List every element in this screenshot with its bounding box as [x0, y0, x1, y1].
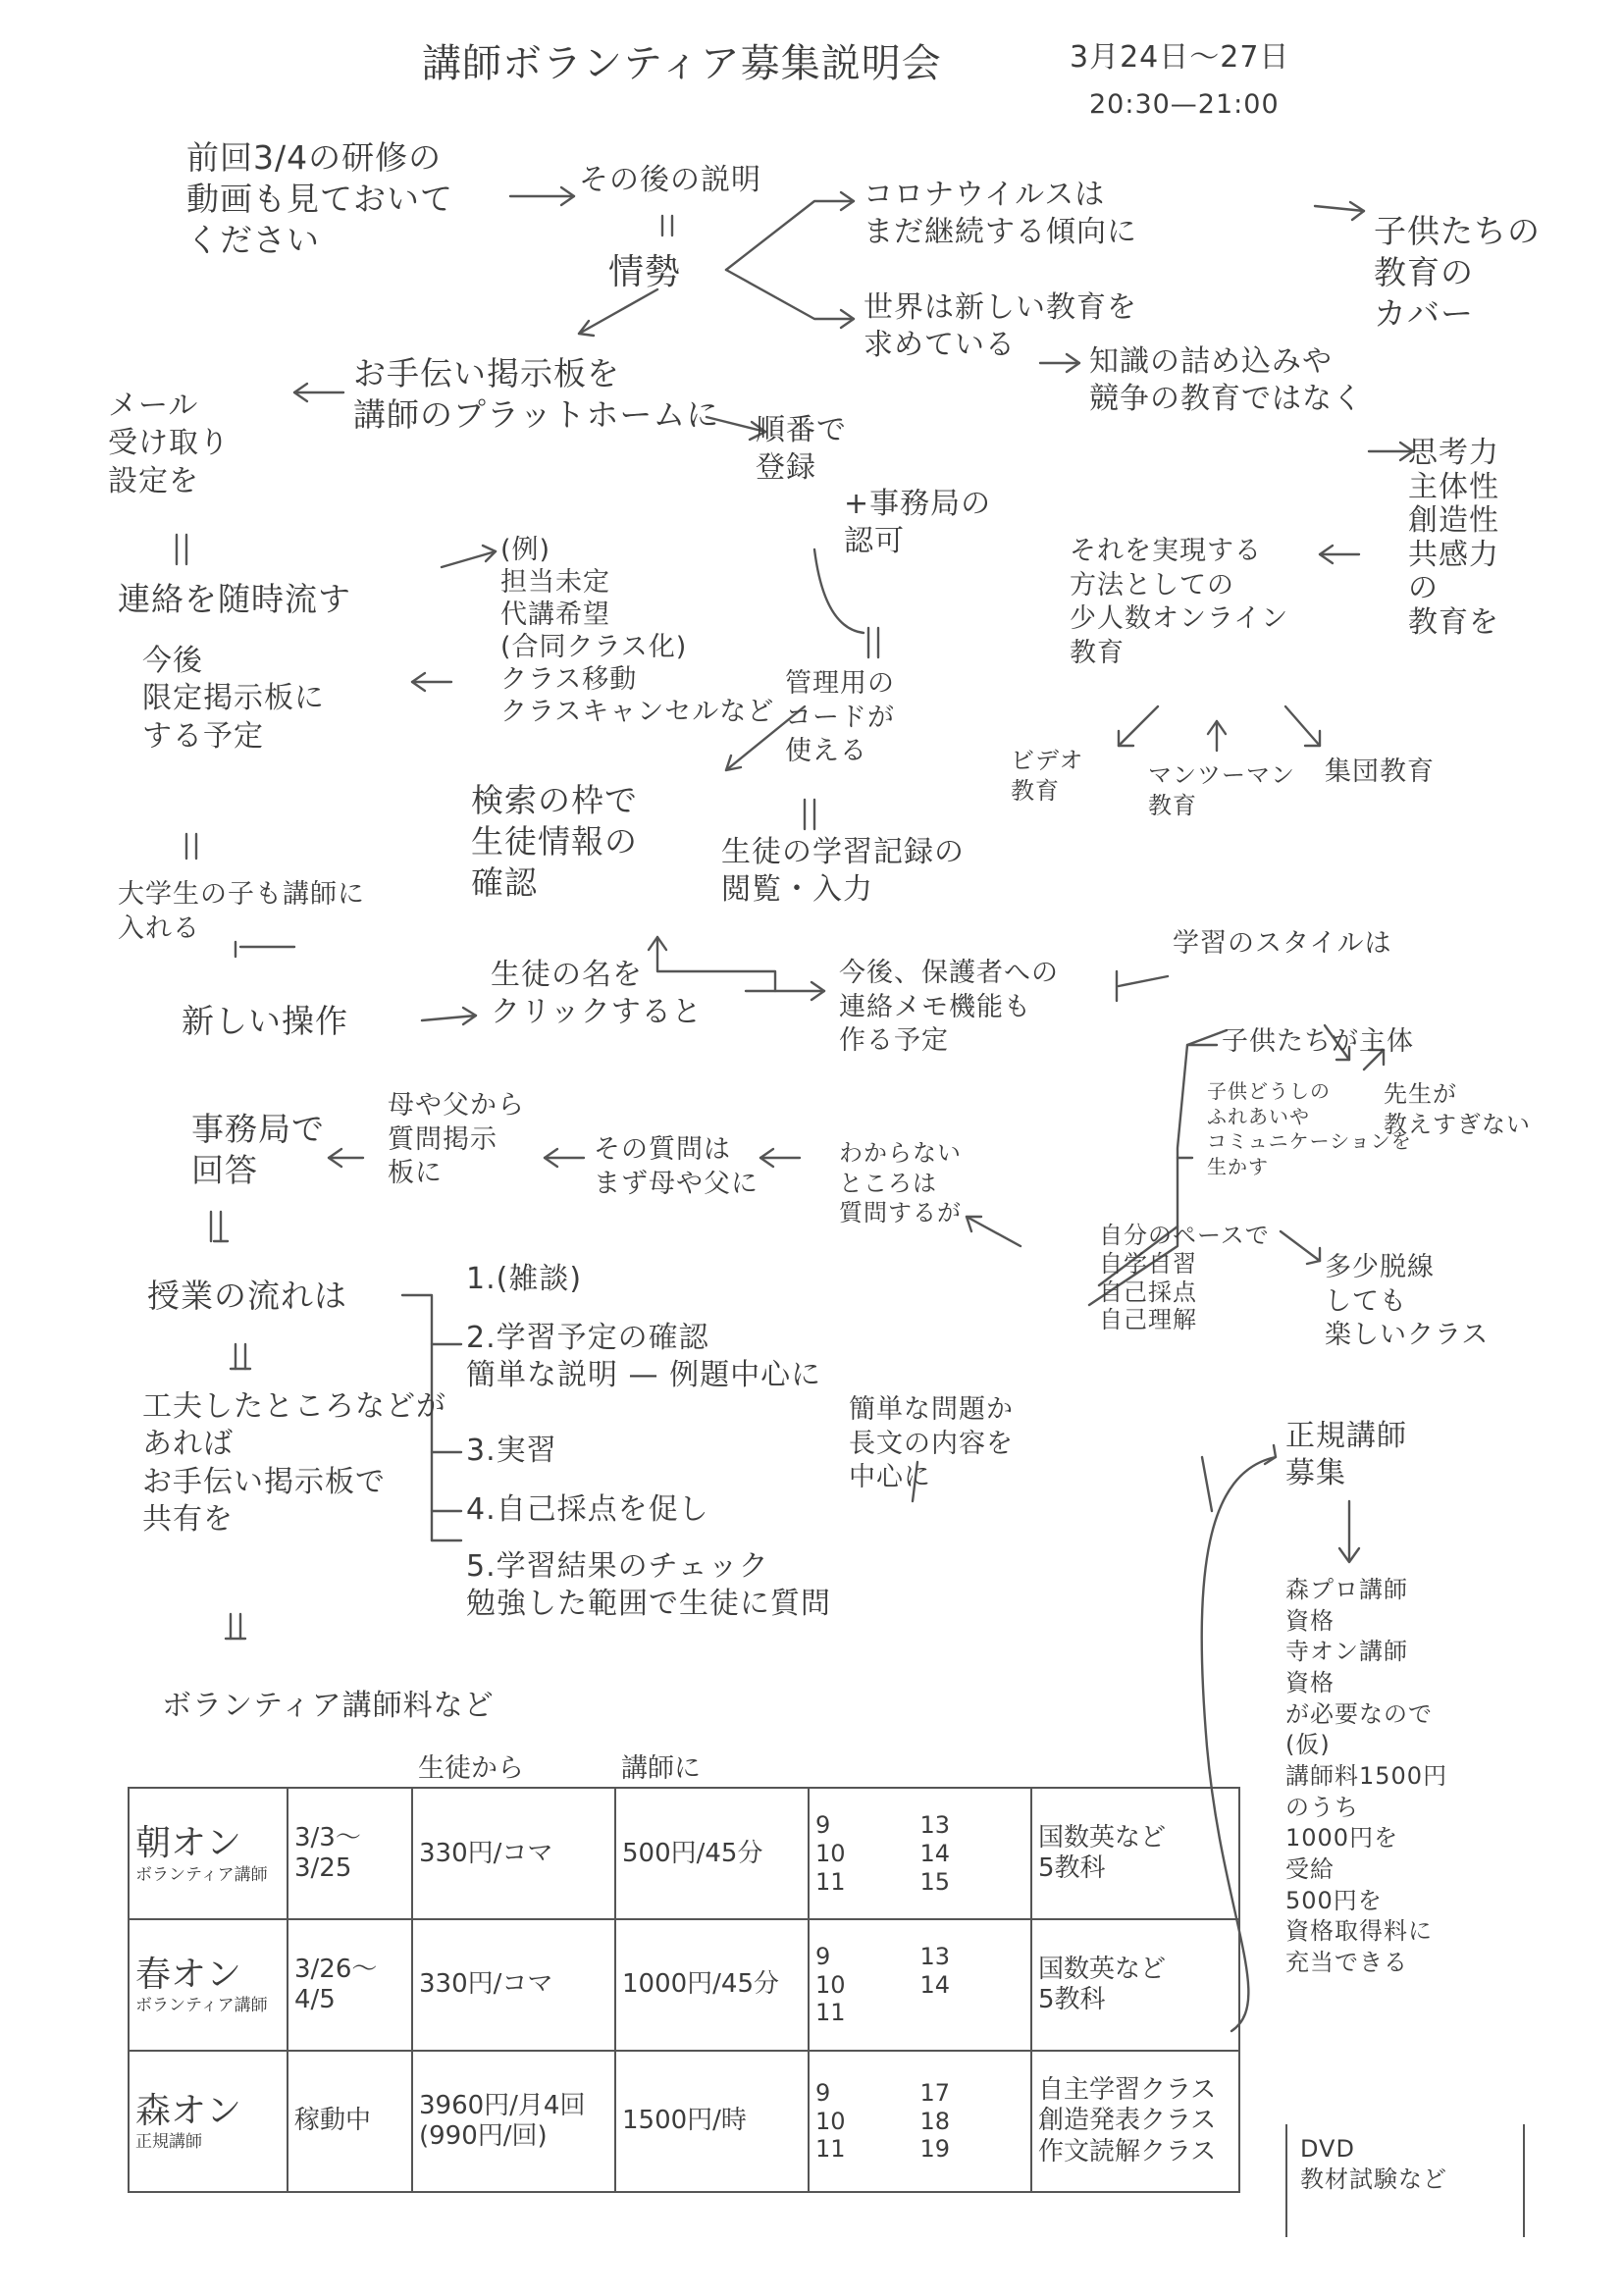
note-examples: (例) 担当未定 代講希望 (合同クラス化) クラス移動 クラスキャンセルなど — [500, 535, 775, 727]
note-teacher-not-teach: 先生が 教えすぎない — [1384, 1080, 1531, 1138]
flow-step-4: 4.自己採点を促し — [466, 1492, 709, 1527]
note-admin-code: 管理用の コードが 使える — [785, 668, 895, 767]
fee-subjects: 自主学習クラス 創造発表クラス 作文読解クラス — [1031, 2051, 1239, 2192]
table-row — [129, 1788, 1239, 1919]
fee-row-sub: 正規講師 — [135, 2132, 202, 2153]
fee-time: 19 — [919, 2135, 951, 2164]
fee-table — [128, 1751, 1240, 2193]
fee-time: 9 — [815, 1811, 831, 1840]
note-explanation: その後の説明 — [579, 163, 761, 197]
flow-step-2: 2.学習予定の確認 簡単な説明 — 例題中心に — [466, 1321, 822, 1393]
fee-time: 10 — [815, 2107, 846, 2135]
fee-time: 14 — [919, 1970, 951, 1999]
fee-row-sub: ボランティア講師 — [135, 1996, 268, 2016]
note-office-answers: 事務局で 回答 — [191, 1110, 325, 1190]
fee-header-to-teacher: 講師に — [621, 1753, 701, 1784]
note-post-contacts: 連絡を随時流す — [118, 580, 351, 618]
note-regular-recruit: 正規講師 募集 — [1285, 1419, 1407, 1491]
fee-times — [809, 1788, 1031, 1919]
note-one-on-one-education: マンツーマン 教育 — [1148, 761, 1295, 819]
fee-header-cell — [288, 1751, 412, 1788]
fee-row-label — [129, 1919, 288, 2051]
note-register-in-order: 順番で 登録 — [756, 413, 847, 486]
note-email-settings: メール 受け取り 設定を — [108, 389, 230, 498]
fee-times — [809, 2051, 1031, 2192]
note-corona: コロナウイルスは まだ継続する傾向に — [864, 178, 1137, 250]
fee-to-teacher: 1000円/45分 — [615, 1919, 809, 2051]
fee-row-label — [129, 1788, 288, 1919]
fee-time: 10 — [815, 1839, 846, 1867]
fee-period: 稼動中 — [288, 2051, 412, 2192]
note-search-student-info: 検索の枠で 生徒情報の 確認 — [471, 781, 638, 903]
note-dont-understand: わからない ところは 質問するが — [839, 1139, 962, 1227]
note-new-operation: 新しい操作 — [182, 1002, 348, 1040]
fee-time: 13 — [919, 1942, 951, 1970]
note-click-student: 生徒の名を クリックすると — [491, 958, 703, 1030]
note-share-ideas: 工夫したところなどが あれば お手伝い掲示板で 共有を — [142, 1389, 446, 1538]
note-dvd-materials: DVD 教材試験など — [1300, 2135, 1447, 2193]
flow-step-3: 3.実習 — [466, 1434, 557, 1468]
fee-period: 3/26〜 4/5 — [288, 1919, 412, 2051]
fee-time: 9 — [815, 1942, 831, 1970]
fee-time: 15 — [919, 1867, 951, 1896]
fee-header-from-student: 生徒から — [418, 1753, 524, 1784]
note-help-board: お手伝い掲示板を 講師のプラットホームに — [353, 354, 720, 435]
note-group-education: 集団教育 — [1325, 757, 1435, 787]
note-children-led: 子供たちが主体 — [1222, 1026, 1414, 1057]
fee-subjects: 国数英など 5教科 — [1031, 1919, 1239, 2051]
fee-times — [809, 1919, 1031, 2051]
note-thinking-skills: 思考力 主体性 創造性 共感力 の 教育を — [1408, 436, 1499, 640]
fee-from-student: 330円/コマ — [412, 1919, 615, 2051]
fee-row-name: 春オン — [135, 1955, 242, 1996]
fee-time: 11 — [815, 2135, 846, 2164]
note-own-pace: 自分のペースで 自学自習 自己採点 自己理解 — [1099, 1222, 1270, 1334]
note-parent-question-board: 母や父から 質問掲示 板に — [388, 1090, 525, 1189]
note-learning-record: 生徒の学習記録の 閲覧・入力 — [721, 835, 965, 908]
fee-header-cell — [1031, 1751, 1239, 1788]
fee-header-cell — [129, 1751, 288, 1788]
note-office-approval: +事務局の 認可 — [844, 487, 992, 559]
fee-time: 14 — [919, 1839, 951, 1867]
note-class-flow: 授業の流れは — [147, 1277, 347, 1315]
fee-period: 3/3〜 3/25 — [288, 1788, 412, 1919]
fee-table-header — [129, 1751, 1239, 1788]
note-guardian-contact: 今後、保護者への 連絡メモ機能も 作る予定 — [839, 958, 1059, 1057]
note-world-new-education: 世界は新しい教育を 求めている — [864, 290, 1137, 363]
note-situation: 情勢 — [608, 252, 682, 292]
note-previous-video: 前回3/4の研修の 動画も見ておいて ください — [186, 138, 453, 260]
fee-time: 18 — [919, 2107, 951, 2135]
fee-subjects: 国数英など 5教科 — [1031, 1788, 1239, 1919]
fee-time: 9 — [815, 2078, 831, 2107]
note-simple-questions: 簡単な問題か 長文の内容を 中心に — [849, 1394, 1014, 1493]
table-row — [129, 2051, 1239, 2192]
event-time: 20:30—21:00 — [1089, 89, 1280, 120]
fee-to-teacher: 1500円/時 — [615, 2051, 809, 2192]
table-row — [129, 1919, 1239, 2051]
fee-time — [920, 1999, 1025, 2027]
flow-step-5: 5.学習結果のチェック 勉強した範囲で生徒に質問 — [466, 1549, 831, 1622]
fee-time: 10 — [815, 1970, 846, 1999]
page-title: 講師ボランティア募集説明会 — [422, 41, 942, 86]
note-video-education: ビデオ 教育 — [1011, 747, 1084, 805]
note-children-education: 子供たちの 教育の カバー — [1374, 212, 1541, 334]
note-children-interaction: 子供どうしの ふれあいや コミュニケーションを 生かす — [1207, 1079, 1412, 1178]
fee-row-label — [129, 2051, 288, 2192]
fee-row-sub: ボランティア講師 — [135, 1864, 268, 1885]
event-date: 3月24日〜27日 — [1070, 40, 1290, 75]
note-student-teachers: 大学生の子も講師に 入れる — [118, 879, 365, 944]
fee-time: 13 — [919, 1811, 951, 1840]
fee-header-cell — [809, 1751, 1031, 1788]
note-limited-board: 今後 限定掲示板に する予定 — [142, 644, 325, 754]
note-method-to-realize: それを実現する 方法としての 少人数オンライン 教育 — [1070, 536, 1289, 668]
note-not-knowledge-cramming: 知識の詰め込みや 競争の教育ではなく — [1089, 344, 1363, 417]
note-ask-parents-first: その質問は まず母や父に — [594, 1134, 759, 1199]
flow-step-1: 1.(雑談) — [466, 1262, 583, 1296]
fee-from-student: 330円/コマ — [412, 1788, 615, 1919]
note-fee-title: ボランティア講師料など — [162, 1689, 495, 1723]
fee-time: 11 — [815, 1867, 846, 1896]
note-learning-style: 学習のスタイルは — [1173, 928, 1392, 959]
fee-row-name: 朝オン — [135, 1823, 242, 1864]
fee-time: 17 — [919, 2078, 951, 2107]
fee-to-teacher: 500円/45分 — [615, 1788, 809, 1919]
note-qualification: 森プロ講師 資格 寺オン講師 資格 が必要なので (仮) 講師料1500円 のうち 1000円を 受給 500円を 資格取得料に 充当できる — [1285, 1576, 1448, 1977]
fee-time: 11 — [815, 1999, 846, 2027]
fee-row-name: 森オン — [135, 2091, 242, 2132]
note-off-topic-ok: 多少脱線 しても 楽しいクラス — [1325, 1252, 1490, 1351]
fee-from-student: 3960円/月4回 (990円/回) — [412, 2051, 615, 2192]
